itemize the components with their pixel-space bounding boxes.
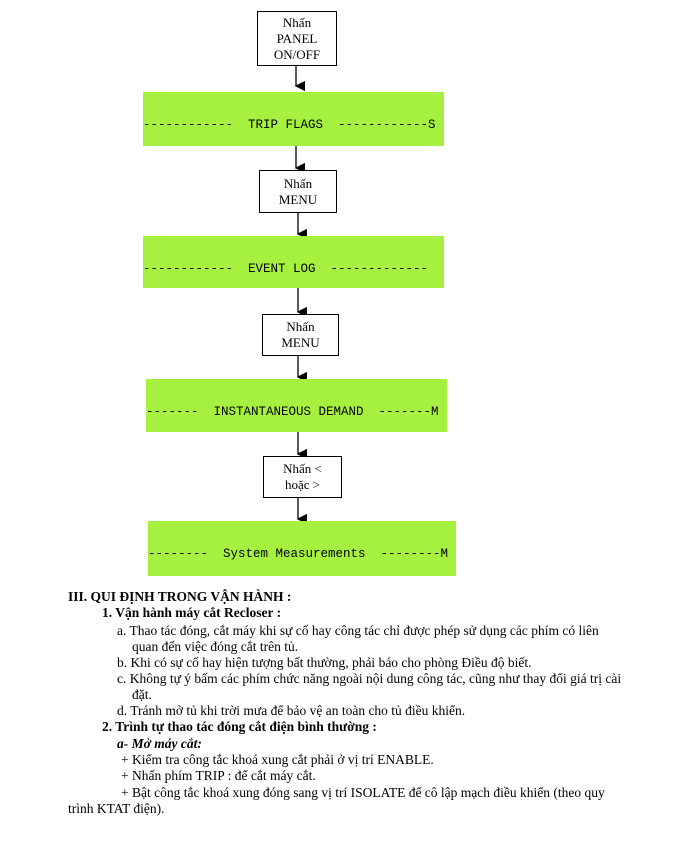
item-d: d. Tránh mở tủ khi trời mưa để bảo vệ an toàn cho tủ điều khiển.: [117, 703, 466, 718]
item-a-line2: quan đến việc đóng cắt trên tủ.: [132, 639, 299, 654]
demand-line-1: ------- INSTANTANEOUS DEMAND -------M: [146, 405, 439, 419]
panel-onoff-box: [257, 11, 337, 66]
step-2: + Nhấn phím TRIP : để cắt máy cắt.: [121, 768, 316, 783]
menu-box-2: [262, 314, 339, 356]
box1-line1: Nhấn: [282, 14, 312, 30]
box2-line1: Nhấn: [283, 175, 313, 191]
box2-line2: MENU: [278, 191, 318, 207]
box4-line1: Nhấn <: [283, 461, 322, 476]
trip-line-1: ------------ TRIP FLAGS ------------S: [143, 118, 436, 132]
lcd-system-measurements: [148, 521, 456, 576]
subsection-2a-title: a- Mở máy cắt:: [117, 736, 202, 751]
lcd-trip-flags: [143, 92, 444, 146]
box3-line2: MENU: [281, 335, 320, 350]
box3-line1: Nhấn: [286, 319, 315, 334]
event-line-1: ------------ EVENT LOG -------------: [143, 262, 429, 276]
menu-box-1: [259, 170, 337, 213]
item-a-line1: a. Thao tác đóng, cắt máy khi sự cố hay công tác chỉ được phép sử dụng các phím có liên: [117, 623, 599, 638]
section-title: III. QUI ĐỊNH TRONG VẬN HÀNH :: [68, 589, 292, 604]
lcd-event-log: [143, 236, 444, 288]
subsection-2-title: 2. Trình tự thao tác đóng cắt điện bình thường :: [102, 719, 377, 734]
lcd-instantaneous-demand: [146, 379, 447, 432]
step-3-line2: trình KTAT điện).: [68, 801, 165, 816]
box1-line3: ON/OFF: [273, 46, 321, 62]
item-c-line2: đặt.: [132, 687, 152, 702]
item-b: b. Khi có sự cố hay hiện tượng bất thường, phải báo cho phòng Điều độ biết.: [117, 655, 532, 670]
system-line-1: -------- System Measurements --------M: [148, 547, 449, 561]
box1-line2: PANEL: [276, 30, 318, 46]
box4-line2: hoặc >: [284, 477, 321, 492]
step-3-line1: + Bật công tắc khoá xung đóng sang vị trí ISOLATE để cô lập mạch điều khiển (theo quy: [121, 785, 605, 800]
step-1: + Kiểm tra công tắc khoá xung cắt phải ở vị trí ENABLE.: [121, 752, 434, 767]
subsection-1-title: 1. Vận hành máy cắt Recloser :: [102, 605, 282, 620]
navigate-box: [263, 456, 342, 498]
item-c-line1: c. Không tự ý bấm các phím chức năng ngoài nội dung công tác, cũng như thay đổi giá trị cài: [117, 671, 622, 686]
